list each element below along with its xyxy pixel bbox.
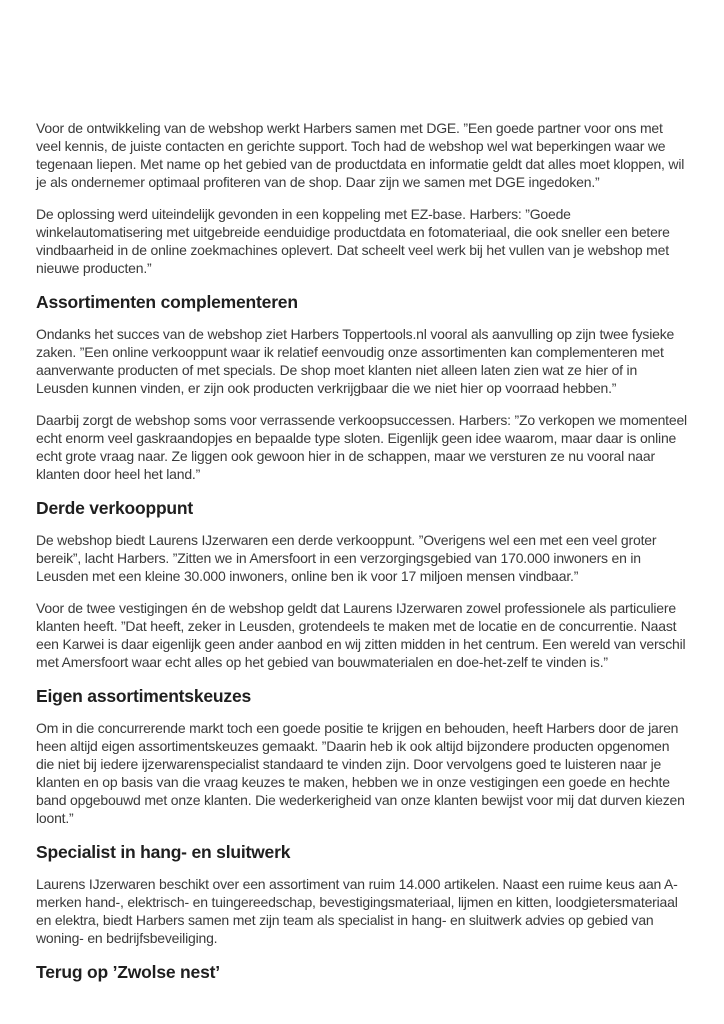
article-paragraph-vestigingen-klanten: Voor de twee vestigingen én de webshop geldt dat Laurens IJzerwaren zowel professionele als particuliere klanten heeft. ”Dat heeft, zeker in Leusden, grotendeels te maken met de locatie en de concurrentie. Naast een Karwei is daar eigenlijk geen ander aanbod en wij zitten midden in het centrum. Een wereld van verschil met Amersfoort waar echt alles op het gebied van bouwmaterialen en doe-het-zelf te vinden is.” — [36, 600, 686, 670]
article-paragraph-webshop-dge: Voor de ontwikkeling van de webshop werkt Harbers samen met DGE. ”Een goede partner voor ons met veel kennis, de juiste contacten en gerichte support. Toch had de webshop wel wat beperkingen waar we tegenaan liepen. Met name op het gebied van de productdata en informatie geldt dat alles moet kloppen, wil je als ondernemer optimaal profiteren van de shop. Daar zijn we samen met DGE ingedoken.” — [36, 120, 685, 190]
article-paragraph-verkoopsuccessen: Daarbij zorgt de webshop soms voor verrassende verkoopsuccessen. Harbers: ”Zo verkopen we momenteel echt enorm veel gaskraandopjes en bepaalde type sloten. Eigenlijk geen idee waarom, maar daar is online echt grote vraag naar. Ze liggen ook gewoon hier in de schappen, maar we versturen ze nu vooral naar klanten door heel het land.” — [36, 412, 687, 482]
section-heading-assortimenten-complementeren: Assortimenten complementeren — [36, 292, 298, 312]
section-heading-terug-op-zwolse-nest: Terug op ’Zwolse nest’ — [36, 962, 220, 982]
article-paragraph-derde-verkooppunt: De webshop biedt Laurens IJzerwaren een derde verkooppunt. ”Overigens wel een met een veel groter bereik”, lacht Harbers. ”Zitten we in Amersfoort in een verzorgingsgebied van 170.000 inwoners en in Leusden met een kleine 30.000 inwoners, online ben ik voor 17 miljoen mensen vindbaar.” — [36, 532, 657, 584]
article-paragraph-assortimentskeuzes: Om in die concurrerende markt toch een goede positie te krijgen en behouden, heeft Harbers door de jaren heen altijd eigen assortimentskeuzes gemaakt. ”Daarin heb ik ook altijd bijzondere producten opgenomen die niet bij iedere ijzerwarenspecialist standaard te vinden zijn. Door vervolgens goed te luisteren naar je klanten en op basis van die vraag keuzes te maken, hebben we in onze vestigingen een goede en hechte band opgebouwd met onze klanten. Die wederkerigheid van onze klanten bewijst voor mij dat durven kiezen loont.” — [36, 720, 685, 826]
section-heading-eigen-assortimentskeuzes: Eigen assortimentskeuzes — [36, 686, 252, 706]
article-paragraph-toppertools-aanvulling: Ondanks het succes van de webshop ziet Harbers Toppertools.nl vooral als aanvulling op zijn twee fysieke zaken. ”Een online verkooppunt waar ik relatief eenvoudig onze assortimenten kan complementeren met aanverwante producten of met specials. De shop moet klanten niet alleen laten zien wat ze hier of in Leusden kunnen vinden, er zijn ook producten verkrijgbaar die we niet hier op voorraad hebben.” — [36, 326, 675, 396]
article-paragraph-ezbase-koppeling: De oplossing werd uiteindelijk gevonden in een koppeling met EZ-base. Harbers: ”Goede winkelautomatisering met uitgebreide eenduidige productdata en fotomateriaal, die ook sneller een betere vindbaarheid in de online zoekmachines oplevert. Dat scheelt veel werk bij het vullen van je webshop met nieuwe producten.” — [36, 206, 670, 276]
article-paragraph-assortiment-artikelen: Laurens IJzerwaren beschikt over een assortiment van ruim 14.000 artikelen. Naast een ruime keus aan A-merken hand-, elektrisch- en tuingereedschap, bevestigingsmateriaal, lijmen en kitten, loodgietersmateriaal en elektra, biedt Harbers samen met zijn team als specialist in hang- en sluitwerk advies op gebied van woning- en bedrijfsbeveiliging. — [36, 876, 678, 946]
section-heading-derde-verkooppunt: Derde verkooppunt — [36, 498, 194, 518]
section-heading-specialist-hang-en-sluitwerk: Specialist in hang- en sluitwerk — [36, 842, 291, 862]
